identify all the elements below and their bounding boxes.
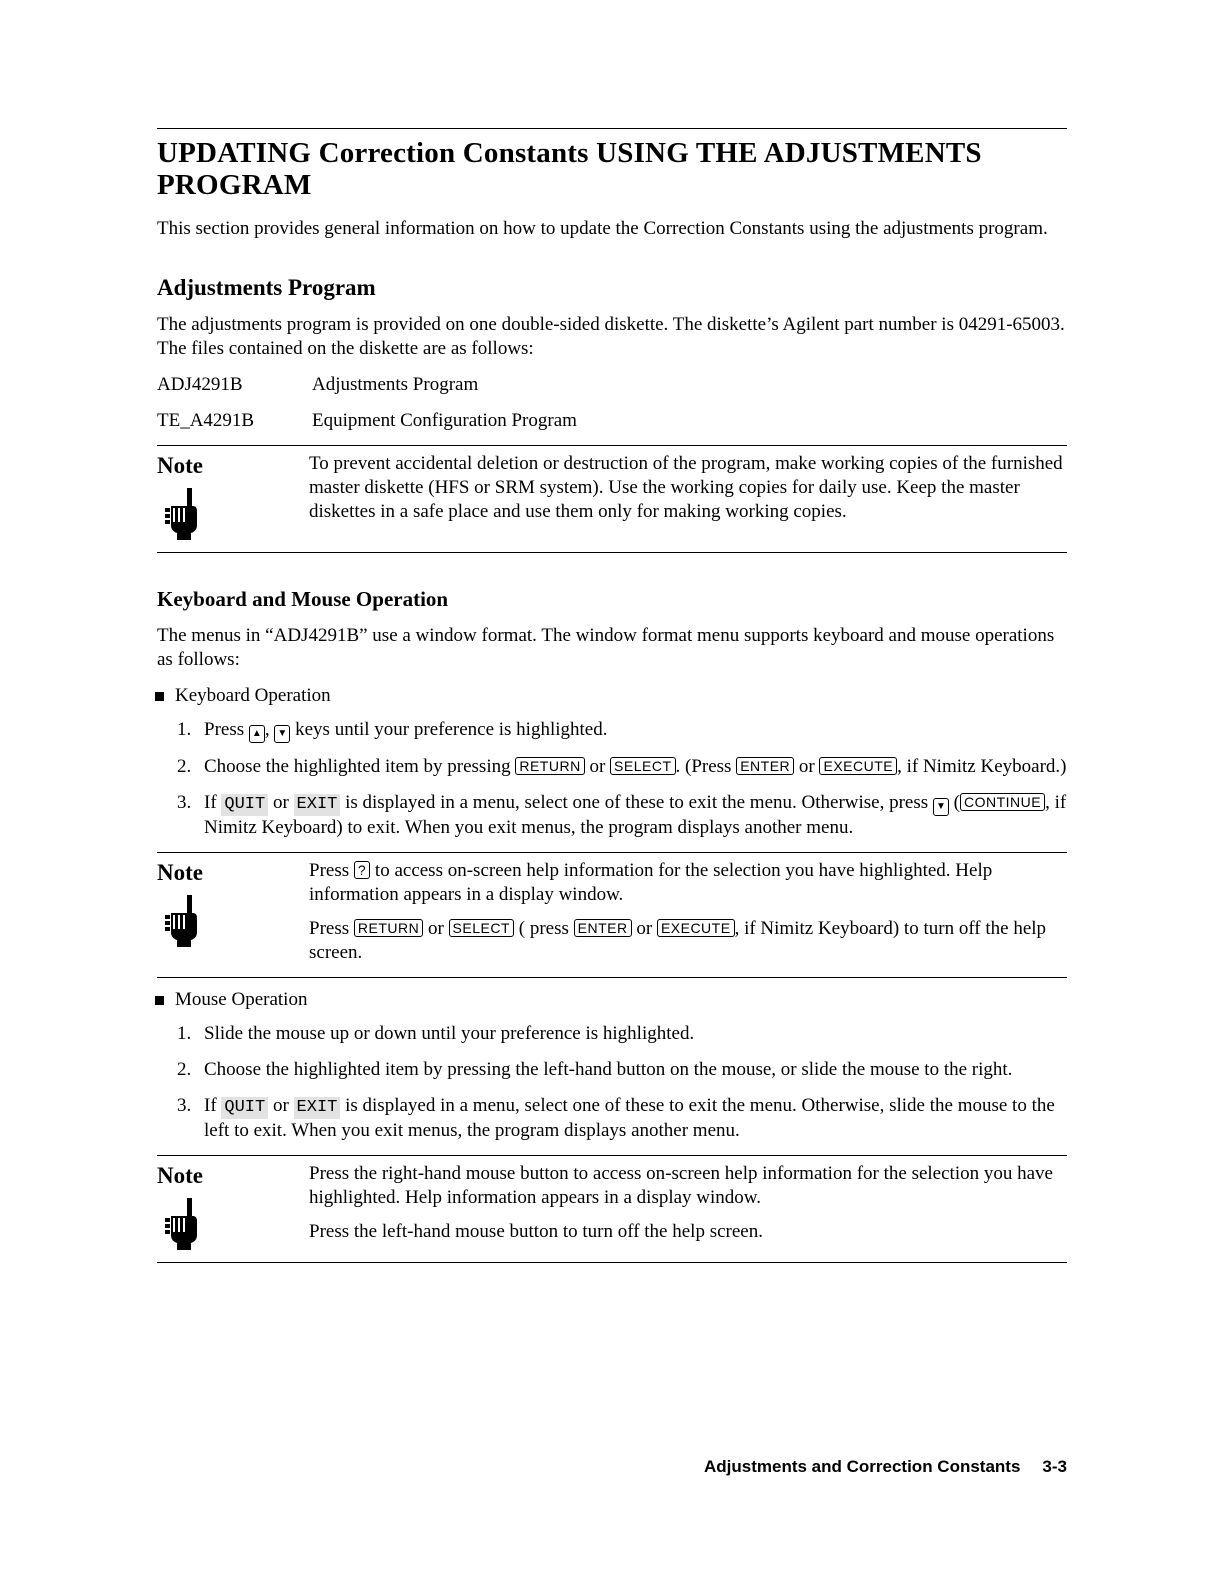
adjustments-heading: Adjustments Program	[157, 275, 376, 300]
note-text: Press the right-hand mouse button to access on-screen help information for the selection you have highlighted. Help information appears in a display window.	[309, 1163, 1053, 1208]
step-number: 1.	[177, 1023, 192, 1044]
page-footer	[704, 1457, 1067, 1477]
page-content	[157, 128, 1067, 1273]
return-key: RETURN	[354, 919, 423, 937]
step-text	[204, 755, 1066, 779]
note-text-part: , if Nimitz Keyboard) to turn off the help screen.	[309, 918, 1047, 963]
keyboard-mouse-paragraph: The menus in “ADJ4291B” use a window format. The window format menu supports keyboard and mouse operations as follows:	[157, 625, 1055, 670]
square-bullet-icon	[155, 996, 164, 1005]
note-text: To prevent accidental deletion or destruction of the program, make working copies of the furnished master diskette (HFS or SRM system). Use the working copies for daily use. Keep the master diskettes in a safe place and use them only for making working copies.	[309, 453, 1063, 522]
exit-softkey: EXIT	[294, 794, 341, 816]
step-text-part: If	[204, 1095, 217, 1116]
continue-key: CONTINUE	[960, 793, 1045, 811]
step-text-part: Press	[204, 719, 245, 740]
note-box	[157, 852, 1067, 978]
mouse-steps	[177, 1022, 1067, 1143]
quit-softkey: QUIT	[221, 794, 268, 816]
note-body	[309, 1162, 1067, 1250]
step-item	[177, 1022, 1067, 1046]
note-box	[157, 445, 1067, 553]
step-item	[177, 1058, 1067, 1082]
return-key: RETURN	[515, 757, 584, 775]
keyboard-steps	[177, 718, 1067, 840]
file-description: Equipment Configuration Program	[312, 410, 577, 431]
intro-paragraph: This section provides general information on how to update the Correction Constants using the adjustments program.	[157, 218, 1048, 239]
select-key: SELECT	[449, 919, 514, 937]
note-label: Note	[157, 860, 203, 885]
note-text-part: Press	[309, 918, 350, 939]
note-text	[309, 859, 1067, 907]
note-text	[309, 917, 1067, 965]
step-text: Choose the highlighted item by pressing the left-hand button on the mouse, or slide the mouse to the right.	[204, 1059, 1013, 1080]
step-text: Slide the mouse up or down until your preference is highlighted.	[204, 1023, 695, 1044]
step-number: 2.	[177, 1059, 192, 1080]
step-item	[177, 1094, 1067, 1143]
step-item	[177, 755, 1067, 779]
enter-key: ENTER	[574, 919, 632, 937]
step-text-part: (	[953, 792, 960, 813]
step-text-part: , if Nimitz Keyboard.)	[897, 756, 1067, 777]
note-text-part: or	[636, 918, 653, 939]
adjustments-paragraph: The adjustments program is provided on one double-sided diskette. The diskette’s Agilent part number is 04291-65003. The files contained on the diskette are as follows:	[157, 314, 1065, 359]
step-text: Press ▲ , ▼ keys until your preference is highlighted.	[204, 718, 607, 743]
step-text-part: or	[272, 792, 289, 813]
note-text-part: or	[427, 918, 444, 939]
note-label: Note	[157, 1163, 203, 1188]
pointing-hand-icon	[165, 895, 199, 947]
step-text-part: or	[798, 756, 815, 777]
exit-softkey: EXIT	[294, 1097, 341, 1119]
footer-section-title: Adjustments and Correction Constants	[704, 1457, 1021, 1476]
step-number: 3.	[177, 1095, 192, 1116]
step-text-part: , if Nimitz Keyboard) to exit. When you exit menus, the program displays another menu.	[204, 792, 1067, 838]
help-key: ?	[354, 861, 370, 879]
note-text: Press the left-hand mouse button to turn off the help screen.	[309, 1221, 763, 1242]
bullet-label: Keyboard Operation	[175, 685, 331, 706]
bullet-label: Mouse Operation	[175, 989, 308, 1010]
file-name: TE_A4291B	[157, 410, 255, 431]
keyboard-mouse-heading: Keyboard and Mouse Operation	[157, 587, 449, 611]
note-text-part: Press	[309, 860, 350, 881]
quit-softkey: QUIT	[221, 1097, 268, 1119]
step-number: 3.	[177, 792, 192, 813]
step-text-part: is displayed in a menu, select one of these to exit the menu. Otherwise, slide the mouse to the left to exit. When you exit menus, the program displays another menu.	[204, 1095, 1055, 1141]
pointing-hand-icon	[165, 1198, 199, 1250]
file-description: Adjustments Program	[312, 374, 479, 395]
step-text-part: . (Press	[675, 756, 732, 777]
note-label-column	[157, 452, 309, 540]
square-bullet-icon	[155, 692, 164, 701]
file-row	[157, 409, 1067, 433]
step-text-part: keys until your preference is highlighted.	[295, 719, 608, 740]
step-text-part: or	[589, 756, 606, 777]
bullet-item	[155, 988, 1067, 1012]
down-arrow-icon: ▼	[933, 798, 949, 816]
note-label: Note	[157, 453, 203, 478]
step-text-part: or	[272, 1095, 289, 1116]
note-label-column	[157, 859, 309, 965]
note-label-column	[157, 1162, 309, 1250]
page-number: 3-3	[1042, 1457, 1067, 1476]
file-name: ADJ4291B	[157, 374, 243, 395]
step-text	[204, 1094, 1067, 1143]
up-arrow-icon: ▲	[249, 725, 265, 743]
step-number: 2.	[177, 756, 192, 777]
down-arrow-icon: ▼	[274, 725, 290, 743]
file-row	[157, 373, 1067, 397]
step-item	[177, 718, 1067, 743]
page-title: UPDATING Correction Constants USING THE ADJUSTMENTS PROGRAM	[157, 137, 982, 201]
note-box	[157, 1155, 1067, 1263]
note-text-part: ( press	[518, 918, 569, 939]
note-text-part: to access on-screen help information for the selection you have highlighted. Help information appears in a display window.	[309, 860, 993, 905]
step-text-part: Choose the highlighted item by pressing	[204, 756, 511, 777]
step-text-part: is displayed in a menu, select one of these to exit the menu. Otherwise, press	[345, 792, 929, 813]
bullet-item	[155, 684, 1067, 708]
pointing-hand-icon	[165, 488, 199, 540]
note-body	[309, 859, 1067, 965]
step-item	[177, 791, 1067, 840]
step-text-part: If	[204, 792, 217, 813]
note-body	[309, 452, 1067, 540]
title-rule	[157, 128, 1067, 129]
step-text	[204, 791, 1067, 840]
execute-key: EXECUTE	[657, 919, 735, 937]
execute-key: EXECUTE	[819, 757, 897, 775]
select-key: SELECT	[610, 757, 675, 775]
step-number: 1.	[177, 719, 192, 740]
enter-key: ENTER	[736, 757, 794, 775]
